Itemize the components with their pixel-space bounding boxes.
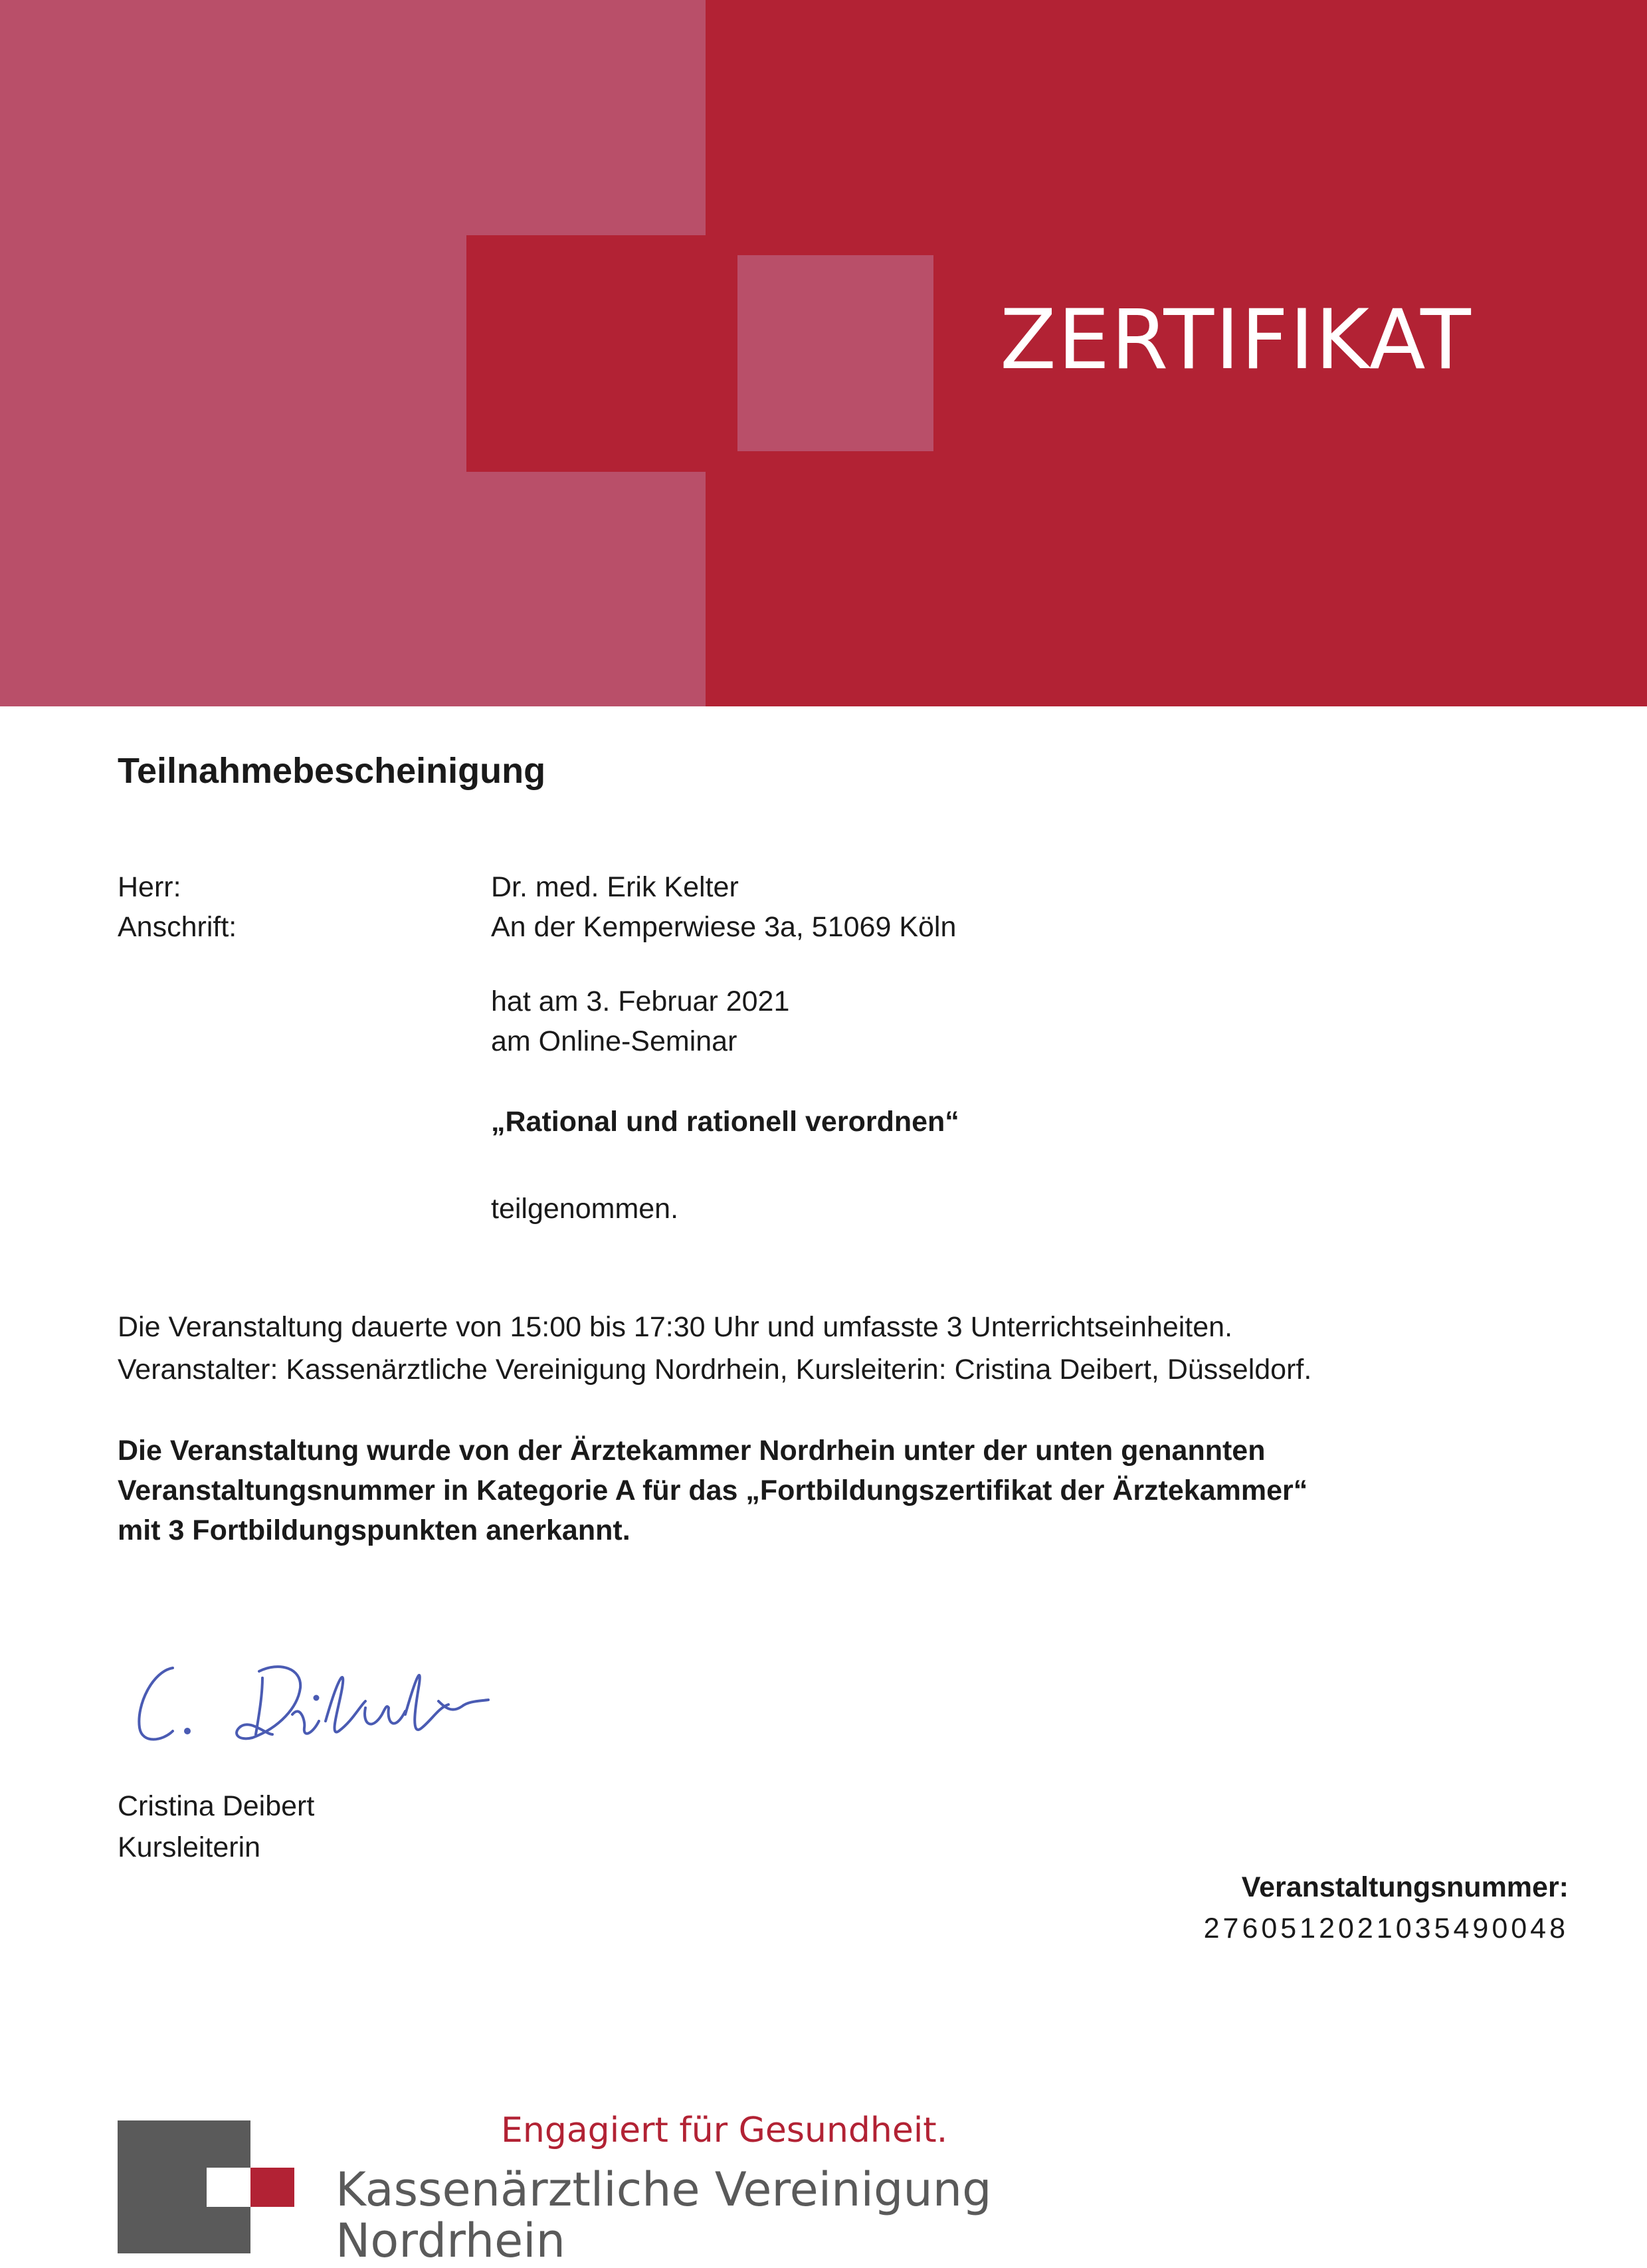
header-square-block [737,255,933,451]
kv-logo-red-square [250,2168,294,2207]
organization-name-line-1: Kassenärztliche Vereinigung [336,2162,992,2217]
address-label: Anschrift: [118,911,237,943]
header-cross-block [466,235,706,472]
kv-logo-white-notch [207,2168,250,2207]
signer-role: Kursleiterin [118,1831,261,1863]
event-number-label: Veranstaltungsnummer: [1241,1871,1569,1903]
event-number: 2760512021035490048 [1203,1912,1569,1944]
seminar-title: „Rational und rationell verordnen“ [491,1106,959,1138]
participant-address: An der Kemperwiese 3a, 51069 Köln [491,911,957,943]
organizer-text: Veranstalter: Kassenärztliche Vereinigung Nordrhein, Kursleiterin: Cristina Deibert, Düsseldorf. [118,1354,1312,1386]
attendance-date: hat am 3. Februar 2021 [491,985,790,1017]
attendance-end: teilgenommen. [491,1193,679,1225]
footer-slogan: Engagiert für Gesundheit. [501,2111,948,2150]
salutation-label: Herr: [118,871,181,903]
event-duration-text: Die Veranstaltung dauerte von 15:00 bis 17:30 Uhr und umfasste 3 Unterrichtseinheiten. [118,1311,1233,1343]
certificate-title: ZERTIFIKAT [1000,292,1472,388]
organization-name-line-2: Nordrhein [336,2214,565,2268]
accreditation-line-3: mit 3 Fortbildungspunkten anerkannt. [118,1514,630,1546]
document-heading: Teilnahmebescheinigung [118,751,546,791]
signer-name: Cristina Deibert [118,1790,315,1822]
participant-name: Dr. med. Erik Kelter [491,871,739,903]
accreditation-line-2: Veranstaltungsnummer in Kategorie A für das „Fortbildungszertifikat der Ärztekammer“ [118,1475,1308,1506]
attendance-format: am Online-Seminar [491,1025,737,1057]
accreditation-line-1: Die Veranstaltung wurde von der Ärztekammer Nordrhein unter der unten genannten [118,1435,1266,1467]
handwritten-signature [126,1641,498,1754]
